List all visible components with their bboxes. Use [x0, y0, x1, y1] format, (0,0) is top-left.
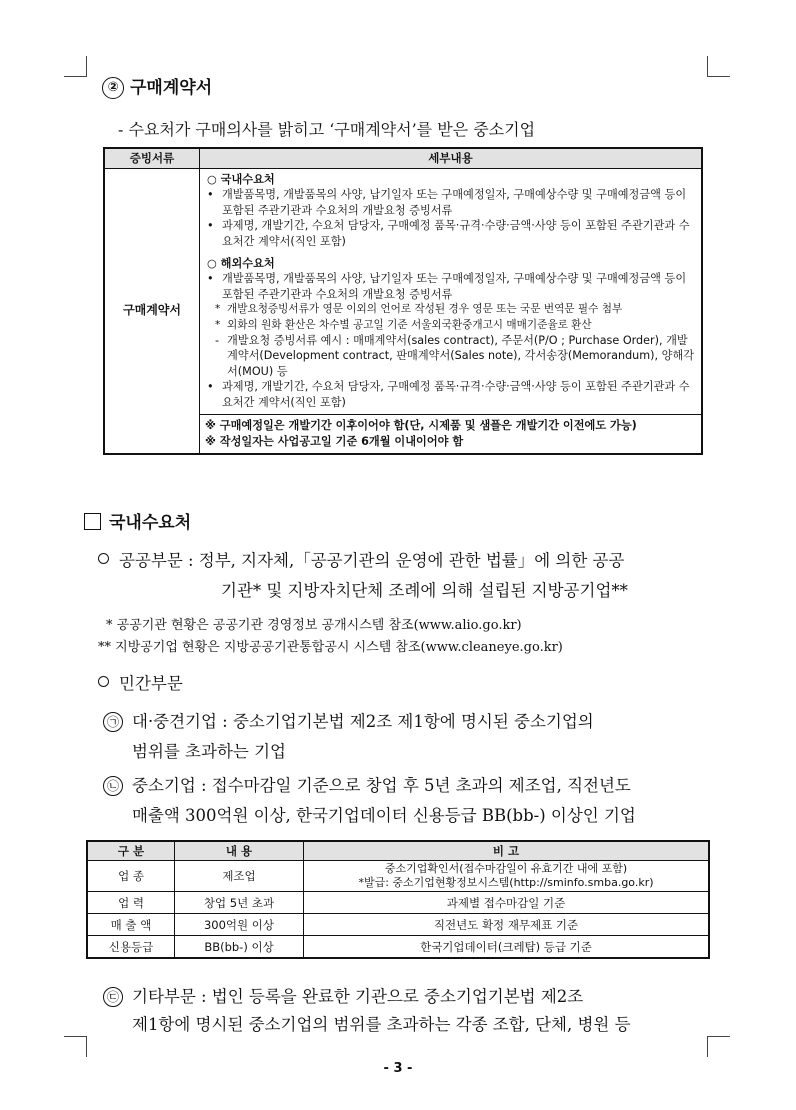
foreign-heading: ○ 해외수요처	[207, 257, 275, 271]
public-sector-line-2: 기관* 및 지방자치단체 조례에 의해 설립된 지방공기업**	[221, 581, 628, 600]
domestic-bullet-1: • 개발품목명, 개발품목의 사양, 납기일자 또는 구매예정일자, 구매예상수량 및 구매예정금액 등이 포함된 주관기관과 수요처의 개발요청 증빙서류	[205, 187, 695, 218]
private-item-2-text-1: 중소기업 : 접수마감일 기준으로 창업 후 5년 초과의 제조업, 직전년도	[132, 776, 631, 795]
private-item-1-line-1	[103, 707, 594, 737]
table-cell: 매 출 액	[87, 914, 175, 936]
page-number: - 3 -	[383, 1061, 413, 1076]
table-cell: 직전년도 확정 재무제표 기준	[304, 914, 710, 936]
private-item-2-line-2: 매출액 300억원 이상, 한국기업데이터 신용등급 BB(bb-) 이상인 기업	[132, 806, 636, 825]
remark-line-1: 중소기업확인서(접수마감일이 유효기간 내에 포함)	[384, 862, 628, 875]
table-cell	[304, 861, 710, 892]
note-1: ※ 구매예정일은 개발기간 이후이어야 함(단, 시제품 및 샘플은 개발기간 이전에도 가능)	[205, 419, 637, 433]
crop-mark-bottom-right	[707, 1036, 730, 1057]
circle-bullet-icon	[98, 553, 109, 564]
table-row	[87, 892, 709, 914]
table-header-docs: 증빙서류	[104, 148, 200, 169]
table-cell: 300억원 이상	[175, 914, 304, 936]
item-marker-1: ㉠	[103, 712, 123, 732]
domestic-bullet-2: • 과제명, 개발기간, 수요처 담당자, 구매예정 품목·규격·수량·금액·사양 등이 포함된 주관기관과 수요처간 계약서(직인 포함)	[205, 218, 695, 249]
private-item-1-text-1: 대·중견기업 : 중소기업기본법 제2조 제1항에 명시된 중소기업의	[132, 712, 594, 731]
private-item-3-line-2: 제1항에 명시된 중소기업의 범위를 초과하는 각종 조합, 단체, 병원 등	[132, 1015, 631, 1034]
table-cell: BB(bb-) 이상	[175, 936, 304, 959]
crop-mark-top-right	[707, 56, 730, 77]
table-cell: 신용등급	[87, 936, 175, 959]
table-row	[87, 914, 709, 936]
item-marker-3: ㉢	[103, 987, 123, 1007]
table-cell: 업 종	[87, 861, 175, 892]
item-marker-2: ㉡	[103, 776, 123, 796]
checkbox-square-icon	[84, 513, 101, 530]
foreign-dash-examples: - 개발요청 증빙서류 예시 : 매매계약서(sales contract), 주문서(P/O ; Purchase Order), 개발계약서(Development contract, 판매계약서(Sales note), 각서송장(Memorandum), 양해각서(MOU) 등	[205, 333, 695, 379]
crop-mark-top-left	[64, 56, 87, 77]
private-sector-text: 민간부문	[119, 674, 183, 693]
contract-table	[103, 147, 703, 455]
note-2: ※ 작성일자는 사업공고일 기준 6개월 이내이어야 함	[205, 434, 464, 448]
foreign-star-note-2: * 외화의 원화 환산은 차수별 공고일 기준 서울외국환중개고시 매매기준율로 환산	[205, 318, 695, 333]
section-number: ②	[102, 77, 124, 99]
table-row	[87, 936, 709, 959]
crop-mark-bottom-left	[64, 1036, 87, 1057]
t2-header-content: 내 용	[175, 841, 304, 861]
private-item-2-line-1	[103, 771, 631, 801]
table-cell: 창업 5년 초과	[175, 892, 304, 914]
domestic-heading: ○ 국내수요처	[207, 173, 275, 186]
public-sector-line-1	[98, 546, 624, 576]
public-sector-text-1: 공공부문 : 정부, 지자체,「공공기관의 운영에 관한 법률」에 의한 공공	[119, 551, 625, 570]
footnote-2: ** 지방공기업 현황은 지방공공기관통합공시 시스템 참조(www.cleaneye.go.kr)	[98, 640, 563, 655]
private-item-1-line-2: 범위를 초과하는 기업	[132, 742, 286, 761]
table-cell: 업 력	[87, 892, 175, 914]
domestic-title	[84, 508, 191, 533]
circle-bullet-icon	[98, 676, 109, 687]
private-item-3-text-1: 기타부문 : 법인 등록을 완료한 기관으로 중소기업기본법 제2조	[132, 987, 584, 1006]
table-cell: 과제별 접수마감일 기준	[304, 892, 710, 914]
table-cell: 제조업	[175, 861, 304, 892]
t2-header-category: 구 분	[87, 841, 175, 861]
table-row-label: 구매계약서	[104, 169, 200, 454]
foreign-bullet-1: • 개발품목명, 개발품목의 사양, 납기일자 또는 구매예정일자, 구매예상수량 및 구매예정금액 등이 포함된 주관기관과 수요처의 개발요청 증빙서류	[205, 271, 695, 302]
section-subtitle: - 수요처가 구매의사를 밝히고 ‘구매계약서’를 받은 중소기업	[118, 120, 536, 139]
footnote-1: * 공공기관 현황은 공공기관 경영정보 공개시스템 참조(www.alio.go.kr)	[106, 618, 522, 633]
sme-criteria-table	[86, 840, 710, 959]
foreign-bullet-2: • 과제명, 개발기간, 수요처 담당자, 구매예정 품목·규격·수량·금액·사양 등이 포함된 주관기관과 수요처간 계약서(직인 포함)	[205, 379, 695, 410]
table-cell: 한국기업데이터(크레탑) 등급 기준	[304, 936, 710, 959]
section-title	[102, 73, 212, 99]
domestic-title-text: 국내수요처	[109, 513, 192, 533]
private-sector-title	[98, 669, 183, 699]
foreign-star-note-1: * 개발요청증빙서류가 영문 이외의 언어로 작성된 경우 영문 또는 국문 번역문 필수 첨부	[205, 302, 695, 317]
table-notes	[200, 414, 701, 450]
table-header-details: 세부내용	[200, 148, 703, 169]
remark-line-2: *발급: 중소기업현황정보시스템(http://sminfo.smba.go.kr)	[358, 876, 654, 889]
section-title-text: 구매계약서	[130, 78, 213, 98]
table-row	[87, 861, 709, 892]
private-item-3-line-1	[103, 982, 583, 1012]
t2-header-remark: 비 고	[304, 841, 710, 861]
table-details-cell	[200, 169, 703, 454]
